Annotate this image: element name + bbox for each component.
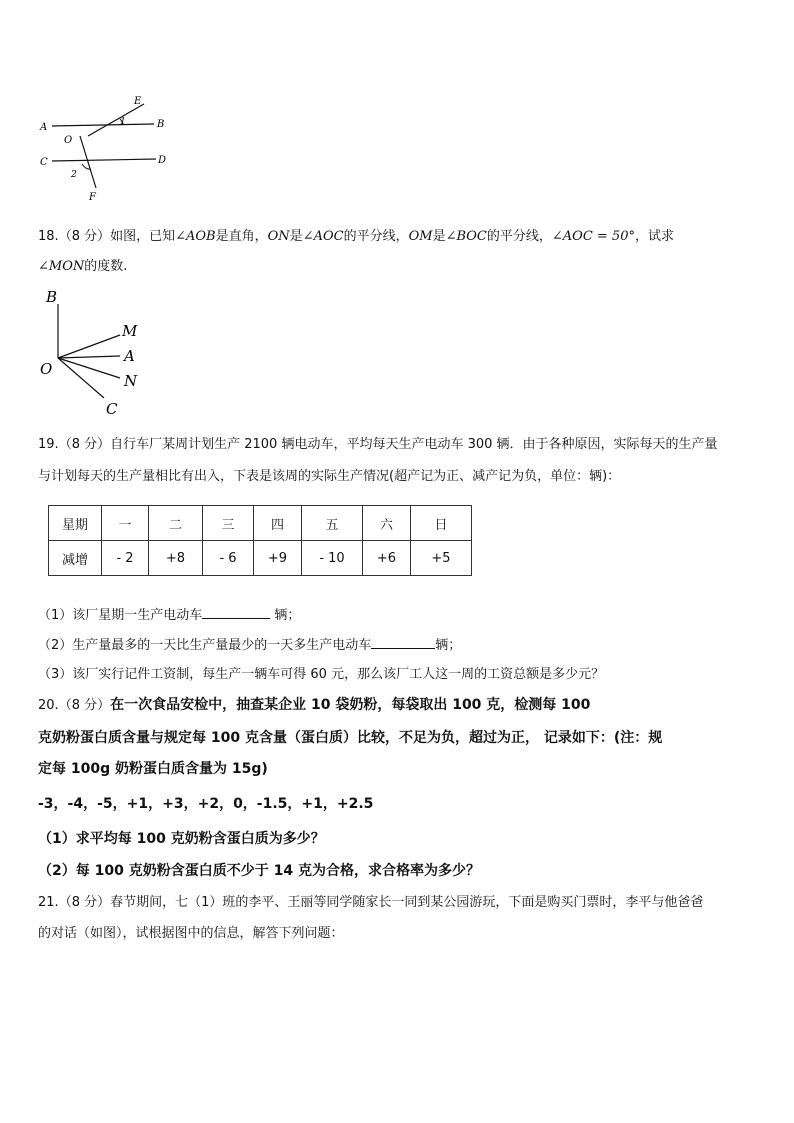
label-a: A bbox=[124, 347, 135, 365]
text: 的度数. bbox=[84, 259, 128, 274]
math-on: ON bbox=[267, 229, 290, 244]
text: 辆； bbox=[435, 638, 462, 653]
label-m: M bbox=[122, 322, 138, 340]
table-cell: +6 bbox=[363, 541, 411, 576]
table-cell: - 10 bbox=[302, 541, 363, 576]
question-18-line-1 bbox=[38, 227, 674, 247]
text: （2）生产量最多的一天比生产量最少的一天多生产电动车 bbox=[38, 638, 372, 653]
parallel-lines-figure bbox=[36, 90, 176, 215]
label-c: C bbox=[106, 400, 118, 418]
question-20-line-2 bbox=[38, 728, 662, 748]
text: 是直角， bbox=[215, 229, 268, 244]
table-cell: +9 bbox=[254, 541, 302, 576]
question-20-sub-2 bbox=[38, 861, 480, 881]
text: 辆； bbox=[270, 608, 301, 623]
question-21-line-2 bbox=[38, 924, 344, 944]
question-number: 20. bbox=[38, 698, 59, 713]
table-cell: 四 bbox=[254, 506, 302, 541]
text: ，试求 bbox=[634, 229, 674, 244]
label-f: F bbox=[89, 192, 96, 203]
text: （2）每 100 克奶粉含蛋白质不少于 14 克为合格，求合格率为多少？ bbox=[38, 863, 480, 879]
question-19-sub-1 bbox=[38, 604, 300, 626]
question-18-line-2 bbox=[38, 257, 127, 277]
text: 的平分线， bbox=[343, 229, 409, 244]
question-score: （8 分） bbox=[58, 895, 111, 910]
table-cell: 三 bbox=[203, 506, 254, 541]
label-a: A bbox=[40, 122, 48, 133]
text: -3，-4，-5，+1，+3，+2，0，-1.5，+1，+2.5 bbox=[38, 796, 374, 812]
transversal-ef bbox=[88, 104, 144, 136]
text: （1）求平均每 100 克奶粉含蛋白质为多少？ bbox=[38, 831, 325, 847]
label-d: D bbox=[158, 155, 167, 166]
table-row-values bbox=[49, 541, 472, 576]
label-b: B bbox=[46, 288, 58, 306]
text: 在一次食品安检中，抽查某企业 10 袋奶粉，每袋取出 100 克，检测每 100 bbox=[110, 697, 591, 713]
line-ab bbox=[52, 124, 154, 126]
answer-blank[interactable] bbox=[371, 634, 435, 649]
question-19-line-1 bbox=[38, 435, 718, 455]
table-row-header bbox=[49, 506, 472, 541]
table-cell: - 2 bbox=[102, 541, 149, 576]
table-cell: +5 bbox=[411, 541, 472, 576]
question-number: 19. bbox=[38, 437, 59, 452]
label-angle-1: 1 bbox=[120, 117, 126, 127]
math-angle-boc: ∠BOC bbox=[445, 229, 487, 244]
text: 的平分线， bbox=[486, 229, 552, 244]
text: （1）该厂星期一生产电动车 bbox=[38, 608, 203, 623]
table-cell: +8 bbox=[149, 541, 203, 576]
text: 是 bbox=[432, 229, 446, 244]
transversal-of bbox=[80, 136, 96, 188]
label-angle-2: 2 bbox=[71, 170, 77, 180]
text: 的对话（如图），试根据图中的信息，解答下列问题： bbox=[38, 926, 344, 941]
question-19-sub-3 bbox=[38, 665, 604, 685]
question-score: （8 分） bbox=[58, 437, 111, 452]
ray-oa bbox=[58, 356, 120, 358]
question-20-line-3 bbox=[38, 759, 268, 779]
label-n: N bbox=[124, 372, 138, 390]
angle-rays-figure bbox=[36, 288, 156, 420]
math-angle-mon: ∠MON bbox=[38, 259, 85, 274]
label-c: C bbox=[40, 157, 48, 168]
question-20-data bbox=[38, 794, 373, 814]
table-cell: 一 bbox=[102, 506, 149, 541]
table-cell: 五 bbox=[302, 506, 363, 541]
text: （3）该厂实行记件工资制，每生产一辆车可得 60 元，那么该厂工人这一周的工资总额是多少元？ bbox=[38, 667, 605, 682]
question-20-line-1 bbox=[38, 695, 590, 716]
table-cell: 减增 bbox=[49, 541, 102, 576]
table-cell: 星期 bbox=[49, 506, 102, 541]
question-21-line-1 bbox=[38, 893, 703, 913]
text: 定每 100g 奶粉蛋白质含量为 15g) bbox=[38, 761, 268, 777]
math-angle-aob: ∠AOB bbox=[175, 229, 216, 244]
question-19-line-2 bbox=[38, 467, 620, 487]
text: 是 bbox=[289, 229, 303, 244]
text: 自行车厂某周计划生产 2100 辆电动车，平均每天生产电动车 300 辆．由于各种原因，实际每天的生产量 bbox=[110, 437, 718, 452]
question-number: 18. bbox=[38, 229, 59, 244]
answer-blank[interactable] bbox=[202, 604, 270, 619]
label-o: O bbox=[64, 135, 73, 146]
text: 如图，已知 bbox=[110, 229, 176, 244]
line-cd bbox=[52, 159, 156, 161]
ray-on bbox=[58, 358, 120, 378]
table-cell: 日 bbox=[411, 506, 472, 541]
label-o: O bbox=[40, 360, 53, 378]
ray-om bbox=[58, 335, 120, 358]
question-19-sub-2 bbox=[38, 634, 461, 656]
production-table bbox=[48, 505, 472, 576]
question-20-sub-1 bbox=[38, 829, 325, 849]
label-e: E bbox=[134, 96, 142, 107]
question-score: （8 分） bbox=[58, 229, 111, 244]
math-om: OM bbox=[408, 229, 433, 244]
question-number: 21. bbox=[38, 895, 59, 910]
text: 与计划每天的生产量相比有出入，下表是该周的实际生产情况(超产记为正、减产记为负，单位：辆)： bbox=[38, 469, 621, 484]
text: 春节期间，七（1）班的李平、王丽等同学随家长一同到某公园游玩，下面是购买门票时，李平与他爸爸 bbox=[110, 895, 704, 910]
table-cell: - 6 bbox=[203, 541, 254, 576]
text: 克奶粉蛋白质含量与规定每 100 克含量（蛋白质）比较，不足为负，超过为正， 记录如下：(注：规 bbox=[38, 730, 663, 746]
ray-oc bbox=[58, 358, 104, 398]
table-cell: 二 bbox=[149, 506, 203, 541]
math-angle-aoc-value: ∠AOC = 50° bbox=[551, 229, 635, 244]
label-b: B bbox=[157, 119, 165, 130]
question-score: （8 分） bbox=[58, 698, 111, 713]
table-cell: 六 bbox=[363, 506, 411, 541]
math-angle-aoc: ∠AOC bbox=[302, 229, 344, 244]
